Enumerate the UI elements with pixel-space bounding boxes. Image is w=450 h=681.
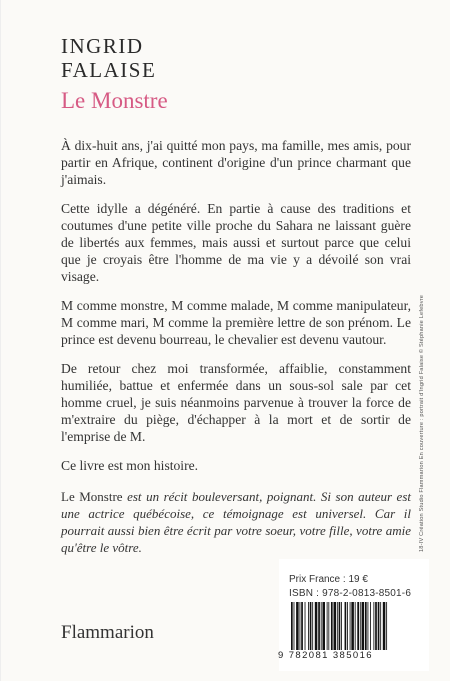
price-label: Prix France : 19 € — [289, 574, 368, 585]
synopsis-paragraph-3: M comme monstre, M comme malade, M comme manipulateur, M comme mari, M comme la première lettre de son prénom. Le prince est devenu bourreau, le chevalier est devenu vautour. — [61, 298, 411, 347]
blurb-title-reference: Le Monstre — [61, 489, 123, 504]
synopsis-paragraph-2: Cette idylle a dégénéré. En partie à cause des traditions et coutumes d'une petite ville proche du Sahara ne laissant guère de libertés aux femmes, mais aussi et surtout parce que celui que je croyais être l'homme de ma vie y a dévoilé son vrai visage. — [61, 201, 411, 284]
publisher-name: Flammarion — [61, 622, 154, 643]
author-first-name: INGRID — [61, 34, 144, 58]
isbn-label: ISBN : 978-2-0813-8501-6 — [289, 588, 412, 599]
publisher-blurb — [61, 488, 411, 556]
synopsis-paragraph-5: Ce livre est mon histoire. — [61, 458, 199, 473]
cover-credits: 18-IV Création Studio Flammarion En couverture : portrait d'Ingrid Falaise © Stéphanie Lefebvre — [419, 294, 425, 552]
author-last-name: FALAISE — [61, 58, 157, 82]
barcode-digits: 9 782081 385016 — [278, 650, 373, 661]
synopsis-paragraph-4: De retour chez moi transformée, affaiblie, constamment humiliée, battue et enfermée dans un sous-sol sale par cet homme cruel, je suis néanmoins parvenue à trouver la force de m'extraire du piège, d'échapper à la mort et de sortir de l'emprise de M. — [61, 361, 411, 444]
book-title: Le Monstre — [61, 88, 168, 113]
synopsis — [61, 137, 411, 568]
barcode-image — [289, 602, 421, 650]
author-name — [61, 34, 156, 82]
synopsis-paragraph-1: À dix-huit ans, j'ai quitté mon pays, ma famille, mes amis, pour partir en Afrique, continent d'origine d'un prince charmant que j'aimais. — [61, 138, 411, 187]
blurb-text: est un récit bouleversant, poignant. Si son auteur est une actrice québécoise, ce témoignage est universel. Car il pourrait aussi bien être écrit par votre soeur, votre fille, votre amie qu'être le vôtre. — [61, 489, 411, 555]
